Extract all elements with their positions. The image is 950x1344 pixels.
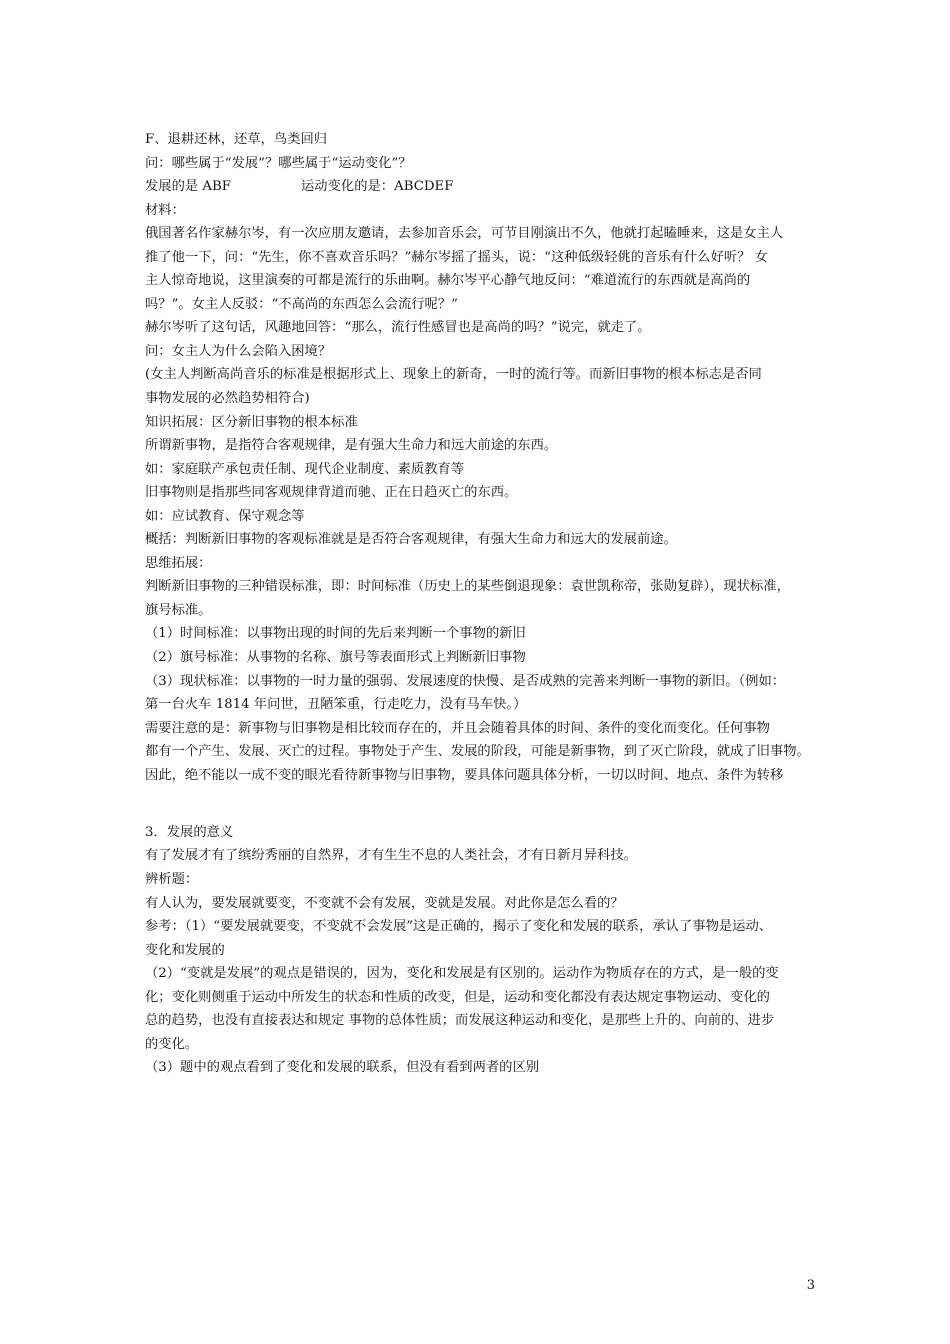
text-line: 参考：（1）“要发展就要变，不变就不会发展”这是正确的，揭示了变化和发展的联系，承认了事物是运动、 <box>145 919 773 935</box>
text-line: F、退耕还林，还草，鸟类回归 <box>145 132 328 147</box>
text-line: 化；变化则侧重于运动中所发生的状态和性质的改变，但是，运动和变化都没有表达规定事物运动、变化的 <box>145 989 770 1005</box>
section-heading: 3．发展的意义 <box>145 824 234 840</box>
paragraph-gap <box>145 811 817 821</box>
text-line: 都有一个产生、发展、灭亡的过程。事物处于产生、发展的阶段，可能是新事物，到了灭亡阶段，就成了旧事物。 <box>145 744 810 760</box>
text-line: 知识拓展：区分新旧事物的根本标准 <box>145 414 358 430</box>
text-line: 第一台火车 1814 年问世，丑陋笨重，行走吃力，没有马车快。） <box>145 697 527 713</box>
paragraph-gap <box>145 787 817 811</box>
text-line: 如：应试教育、保守观念等 <box>145 508 305 524</box>
text-line: 判断新旧事物的三种错误标准，即：时间标准（历史上的某些倒退现象：袁世凯称帝，张勋复辟），现状标准， <box>145 579 790 595</box>
answer-development: 发展的是 ABF <box>145 179 232 195</box>
text-line: 事物发展的必然趋势相符合) <box>145 391 310 407</box>
text-line: 有了发展才有了缤纷秀丽的自然界，才有生生不息的人类社会，才有日新月异科技。 <box>145 848 637 864</box>
text-line: 材料： <box>145 202 185 218</box>
text-line: （3）题中的观点看到了变化和发展的联系，但没有看到两者的区别 <box>145 1060 540 1076</box>
text-line: 总的趋势，也没有直接表达和规定 事物的总体性质；而发展这种运动和变化，是那些上升的、向前的、进步 <box>145 1013 775 1029</box>
text-line: 所谓新事物，是指符合客观规律，是有强大生命力和远大前途的东西。 <box>145 438 558 454</box>
text-line: 主人惊奇地说，这里演奏的可都是流行的乐曲啊。赫尔岑平心静气地反问：“难道流行的东西就是高尚的 <box>145 273 751 289</box>
answer-motion-change: 运动变化的是：ABCDEF <box>301 179 454 195</box>
text-line: 的变化。 <box>145 1036 199 1052</box>
text-line: （1）时间标准：以事物出现的时间的先后来判断一个事物的新旧 <box>145 626 526 642</box>
text-line: 赫尔岑听了这句话，风趣地回答：“那么，流行性感冒也是高尚的吗？”说完，就走了。 <box>145 320 651 336</box>
text-line: 辨析题： <box>145 871 199 887</box>
text-line: 推了他一下，问：“先生，你不喜欢音乐吗？”赫尔岑摇了摇头，说：“这种低级轻佻的音乐有什么好听？ 女 <box>145 249 768 265</box>
text-line: 思维拓展： <box>145 555 212 571</box>
text-line: 俄国著名作家赫尔岑，有一次应朋友邀请，去参加音乐会，可节目刚演出不久，他就打起瞌睡来，这是女主人 <box>145 226 784 242</box>
text-line: 吗？”。女主人反驳：“不高尚的东西怎么会流行呢？” <box>145 296 458 312</box>
text-line <box>145 175 817 199</box>
text-line: 概括：判断新旧事物的客观标准就是是否符合客观规律，有强大生命力和远大的发展前途。 <box>145 532 677 548</box>
text-line: （2）“变就是发展”的观点是错误的，因为，变化和发展是有区别的。运动作为物质存在的方式，是一般的变 <box>145 966 779 982</box>
text-line: 问：哪些属于“发展”？哪些属于“运动变化”？ <box>145 155 412 171</box>
text-line: 有人认为，要发展就要变，不变就不会有发展，变就是发展。对此你是怎么看的？ <box>145 895 624 911</box>
text-line: 需要注意的是：新事物与旧事物是相比较而存在的，并且会随着具体的时间、条件的变化而变化。任何事物 <box>145 720 770 736</box>
text-line: 旧事物则是指那些同客观规律背道而驰、正在日趋灭亡的东西。 <box>145 485 518 501</box>
text-line: （3）现状标准：以事物的一时力量的强弱、发展速度的快慢、是否成熟的完善来判断一事物的新旧。（例如： <box>145 673 786 689</box>
text-line: 问：女主人为什么会陷入困境？ <box>145 343 332 359</box>
text-line: 旗号标准。 <box>145 602 212 618</box>
page-number: 3 <box>806 1278 815 1293</box>
text-line: (女主人判断高尚音乐的标准是根据形式上、现象上的新奇，一时的流行等。而新旧事物的根本标志是否同 <box>145 367 762 383</box>
text-line: 如：家庭联产承包责任制、现代企业制度、素质教育等 <box>145 461 465 477</box>
text-line: 因此，绝不能以一成不变的眼光看待新事物与旧事物，要具体问题具体分析，一切以时间、地点、条件为转移 <box>145 767 784 783</box>
text-line: （2）旗号标准：从事物的名称、旗号等表面形式上判断新旧事物 <box>145 650 526 666</box>
document-body <box>145 128 817 1080</box>
text-line: 变化和发展的 <box>145 942 225 958</box>
